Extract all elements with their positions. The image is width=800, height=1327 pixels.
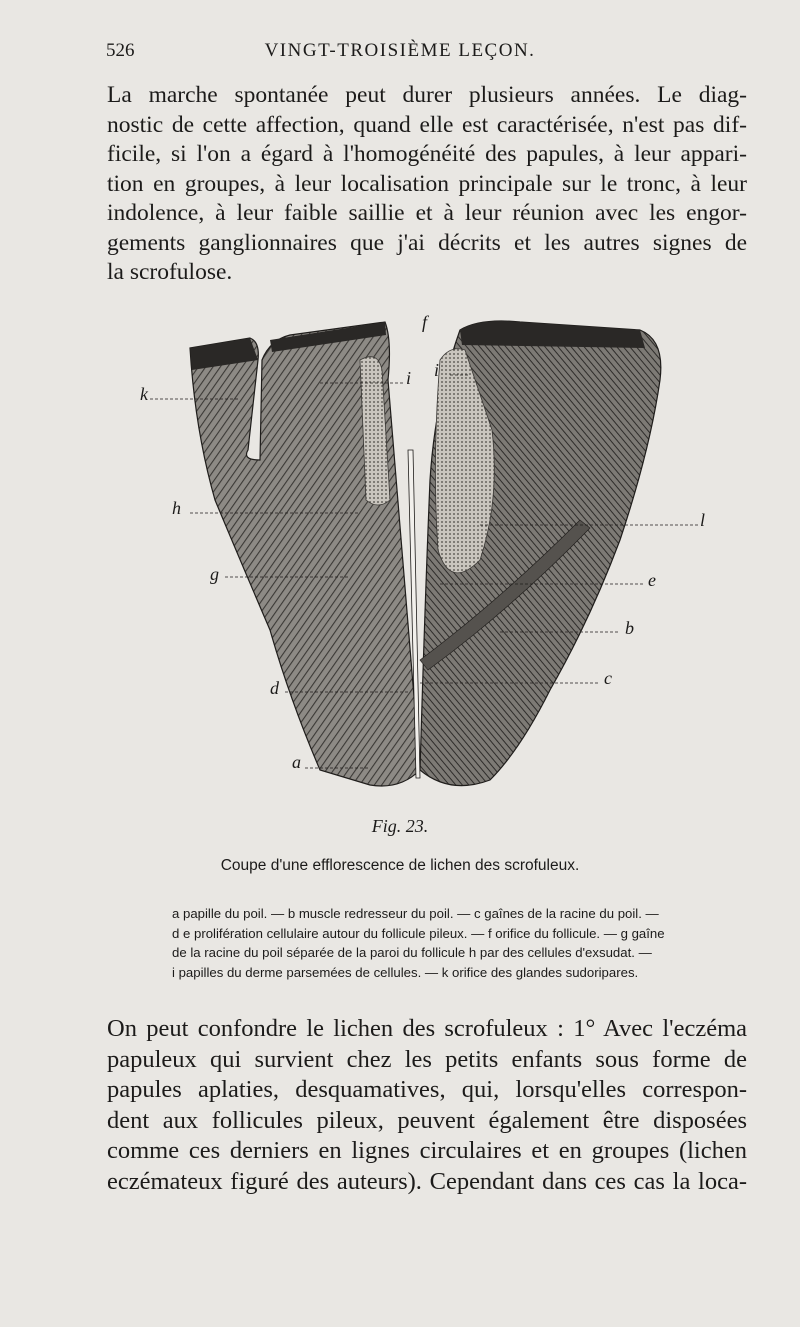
legend-line: de la racine du poil séparée de la paroi du follicule h par des cellules d'exsudat. — [172, 945, 652, 960]
label-a: a [292, 752, 301, 772]
label-i-right: i [434, 360, 440, 380]
label-d: d [270, 678, 279, 698]
figure-number: Fig. 23. [371, 816, 429, 836]
label-k: k [140, 384, 148, 404]
figure-caption: Coupe d'une efflorescence de lichen des scrofuleux. [220, 857, 580, 874]
label-b: b [625, 618, 634, 638]
text-line: papuleux qui survient chez les petits enfants sous forme de [107, 1045, 747, 1073]
left-lobe [190, 322, 420, 786]
text-line: nostic de cette affection, quand elle est caractérisée, n'est pas dif- [107, 111, 747, 138]
skin-section-illustration [120, 300, 720, 810]
epidermis-right [460, 321, 645, 348]
label-i-left: i [406, 368, 412, 388]
figure-legend [172, 904, 728, 982]
text-line: La marche spontanée peut durer plusieurs années. Le diag- [107, 82, 747, 108]
label-c: c [604, 668, 612, 688]
paragraph-bottom [107, 1014, 747, 1197]
text-line: ficile, si l'on a égard à l'homogénéité des papules, à leur appari- [107, 141, 747, 167]
legend-line: d e prolifération cellulaire autour du follicule pileux. — f orifice du follicule. — g gaîne [172, 925, 665, 941]
histology-figure [120, 300, 720, 810]
running-title: VINGT-TROISIÈME LEÇON. [264, 40, 536, 61]
text-line: On peut confondre le lichen des scrofuleux : 1° Avec l'eczéma [107, 1015, 747, 1042]
text-line: la scrofulose. [107, 259, 233, 285]
legend-line: i papilles du derme parsemées de cellules. — k orifice des glandes sudoripares. [172, 964, 639, 980]
text-line: comme ces derniers en lignes circulaires et en groupes (lichen [107, 1137, 747, 1164]
text-line: tion en groupes, à leur localisation principale sur le tronc, à leur [107, 170, 747, 197]
label-l: l [700, 510, 706, 530]
paragraph-top [107, 81, 747, 288]
label-g: g [210, 564, 219, 584]
legend-line: a papille du poil. — b muscle redresseur du poil. — c gaînes de la racine du poil. — [172, 906, 659, 921]
text-line: dent aux follicules pileux, peuvent également être disposées [107, 1106, 747, 1134]
page-number: 526 [106, 40, 135, 61]
label-f: f [422, 312, 428, 332]
text-line: papules aplaties, desquamatives, qui, lorsqu'elles correspon- [107, 1076, 747, 1103]
text-line: indolence, à leur faible saillie et à leur réunion avec les engor- [107, 200, 747, 226]
page-header [0, 40, 800, 70]
label-h: h [172, 498, 181, 518]
text-line: gements ganglionnaires que j'ai décrits et les autres signes de [107, 229, 747, 256]
text-line: eczémateux figuré des auteurs). Cependant dans ces cas la loca- [107, 1167, 747, 1195]
label-e: e [648, 570, 656, 590]
